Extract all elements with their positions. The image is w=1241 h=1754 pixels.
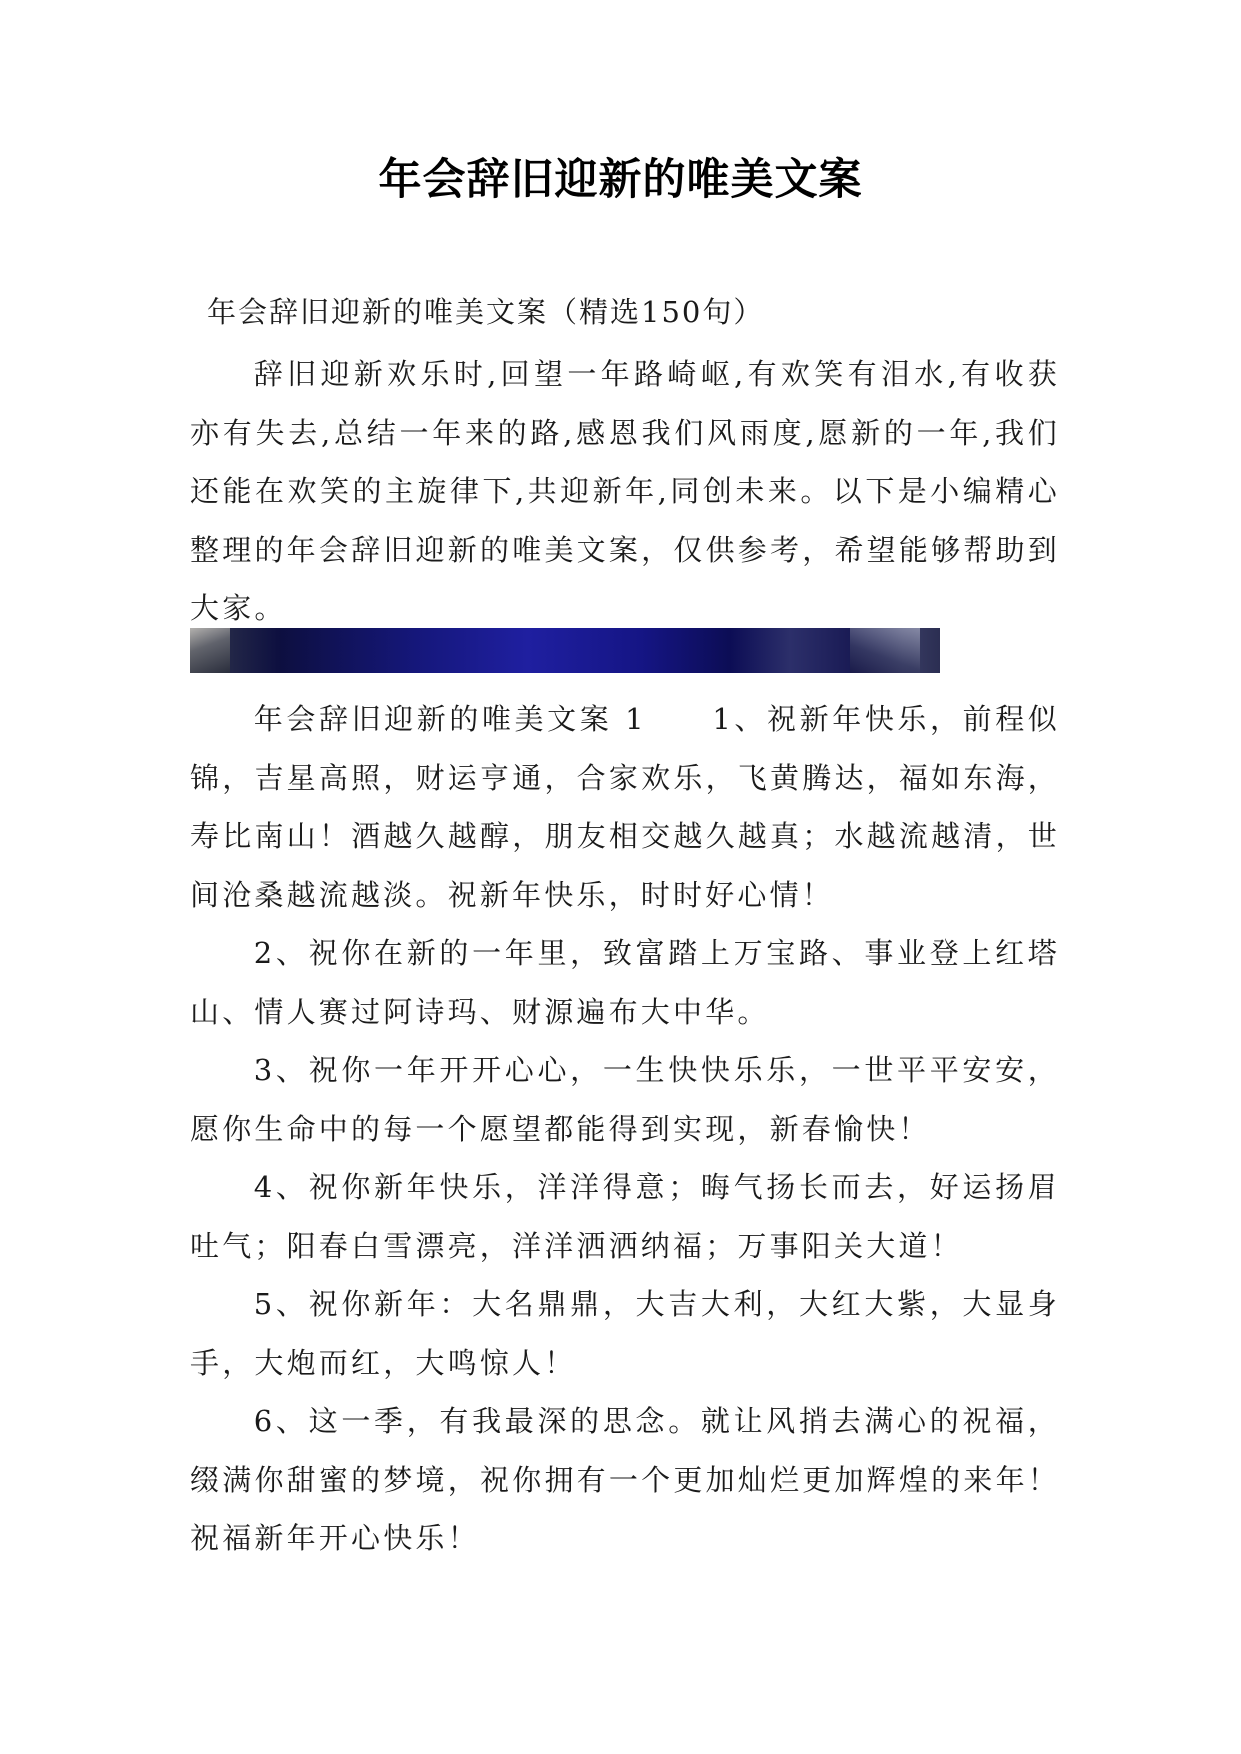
intro-section	[190, 345, 1060, 638]
body-paragraph: 5、祝你新年：大名鼎鼎，大吉大利，大红大紫，大显身手，大炮而红，大鸣惊人！	[190, 1287, 1060, 1380]
body-paragraph: 年会辞旧迎新的唯美文案 1 1、祝新年快乐，前程似锦，吉星高照，财运亨通，合家欢乐，飞黄腾达，福如东海，寿比南山！酒越久越醇，朋友相交越久越真；水越流越清，世间沧桑越流越淡。祝新年快乐，时时好心情！	[190, 702, 1060, 912]
banner-image	[190, 628, 940, 673]
image-highlight	[850, 628, 920, 673]
document-subtitle: 年会辞旧迎新的唯美文案（精选150句）	[207, 295, 765, 329]
image-highlight	[190, 628, 230, 673]
body-paragraph: 3、祝你一年开开心心，一生快快乐乐，一世平平安安，愿你生命中的每一个愿望都能得到实现，新春愉快！	[190, 1053, 1060, 1146]
intro-paragraph: 辞旧迎新欢乐时,回望一年路崎岖,有欢笑有泪水,有收获亦有失去,总结一年来的路,感恩我们风雨度,愿新的一年,我们还能在欢笑的主旋律下,共迎新年,同创未来。以下是小编精心整理的年会辞旧迎新的唯美文案，仅供参考，希望能够帮助到大家。	[190, 357, 1060, 625]
body-paragraph: 6、这一季，有我最深的思念。就让风捎去满心的祝福，缀满你甜蜜的梦境，祝你拥有一个更加灿烂更加辉煌的来年！祝福新年开心快乐！	[190, 1404, 1060, 1555]
body-section	[190, 690, 1060, 1568]
body-paragraph: 4、祝你新年快乐，洋洋得意；晦气扬长而去，好运扬眉吐气；阳春白雪漂亮，洋洋洒洒纳福；万事阳关大道！	[190, 1170, 1060, 1263]
document-title: 年会辞旧迎新的唯美文案	[378, 155, 863, 205]
body-paragraph: 2、祝你在新的一年里，致富踏上万宝路、事业登上红塔山、情人赛过阿诗玛、财源遍布大中华。	[190, 936, 1060, 1029]
